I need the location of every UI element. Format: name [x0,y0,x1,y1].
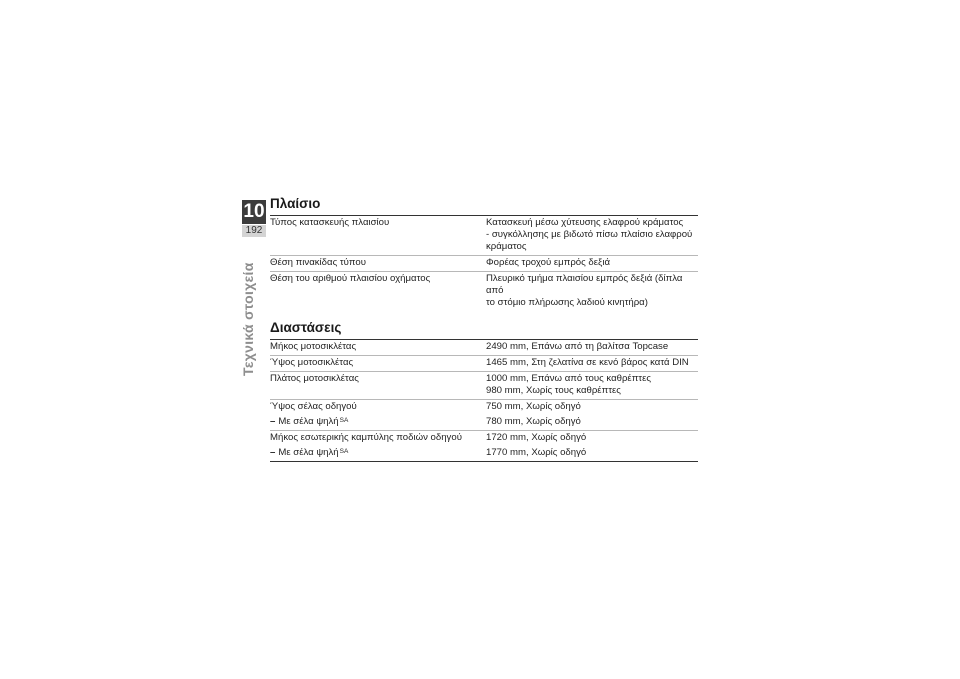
value-line: 780 mm, Χωρίς οδηγό [486,416,581,427]
row-value [486,400,698,416]
row-label: Μήκος μοτοσικλέτας [270,340,486,356]
row-value [486,340,698,356]
row-label: Τύπος κατασκευής πλαισίου [270,216,486,256]
dimensions-table [270,339,698,462]
value-line: - συγκόλλησης με βιδωτό πίσω πλαίσιο ελαφρού [486,229,693,240]
spec-content [270,193,698,462]
row-value [486,431,698,447]
row-label [270,446,486,462]
row-value [486,356,698,372]
chapter-number: 10 [243,201,265,222]
table-row [270,372,698,400]
table-row [270,272,698,312]
row-value [486,446,698,462]
table-row [270,256,698,272]
value-line: κράματος [486,241,527,252]
value-line: 1720 mm, Χωρίς οδηγό [486,432,587,443]
row-label: Πλάτος μοτοσικλέτας [270,372,486,400]
row-label [270,415,486,431]
sub-item-label: Με σέλα ψηλή [278,447,339,458]
row-value [486,256,698,272]
row-value [486,216,698,256]
table-row [270,400,698,416]
sub-item-label: Με σέλα ψηλή [278,416,339,427]
value-line: 750 mm, Χωρίς οδηγό [486,401,581,412]
row-label: Ύψος μοτοσικλέτας [270,356,486,372]
row-value [486,372,698,400]
sa-superscript: SA [339,448,349,455]
table-row [270,415,698,431]
dimensions-heading: Διαστάσεις [270,320,342,335]
row-label: Θέση πινακίδας τύπου [270,256,486,272]
row-label: Ύψος σέλας οδηγού [270,401,357,412]
row-value [486,272,698,312]
value-line: 2490 mm, Επάνω από τη βαλίτσα Topcase [486,341,669,352]
row-label: Θέση του αριθμού πλαισίου οχήματος [270,273,431,284]
table-row [270,216,698,256]
table-row [270,446,698,462]
row-label: Μήκος εσωτερικής καμπύλης ποδιών οδηγού [270,432,462,443]
value-line: 1770 mm, Χωρίς οδηγό [486,447,587,458]
value-line: Φορέας τροχού εμπρός δεξιά [486,257,611,268]
sub-item-dash: – [270,447,276,458]
value-line: το στόμιο πλήρωσης λαδιού κινητήρα) [486,297,648,308]
page-number: 192 [242,225,266,237]
frame-table [270,215,698,311]
frame-heading: Πλαίσιο [270,196,321,211]
table-row [270,356,698,372]
value-line: 1000 mm, Επάνω από τους καθρέπτες [486,373,652,384]
chapter-side-title: Τεχνικά στοιχεία [240,262,256,376]
table-row [270,340,698,356]
row-value [486,415,698,431]
sa-superscript: SA [339,417,349,424]
table-row [270,431,698,447]
value-line: Πλευρικό τμήμα πλαισίου εμπρός δεξιά (δίπλα από [486,273,683,296]
value-line: 1465 mm, Στη ζελατίνα σε κενό βάρος κατά DIN [486,357,689,368]
sub-item-dash: – [270,416,276,427]
value-line: Κατασκευή μέσω χύτευσης ελαφρού κράματος [486,217,684,228]
value-line: 980 mm, Χωρίς τους καθρέπτες [486,385,621,396]
